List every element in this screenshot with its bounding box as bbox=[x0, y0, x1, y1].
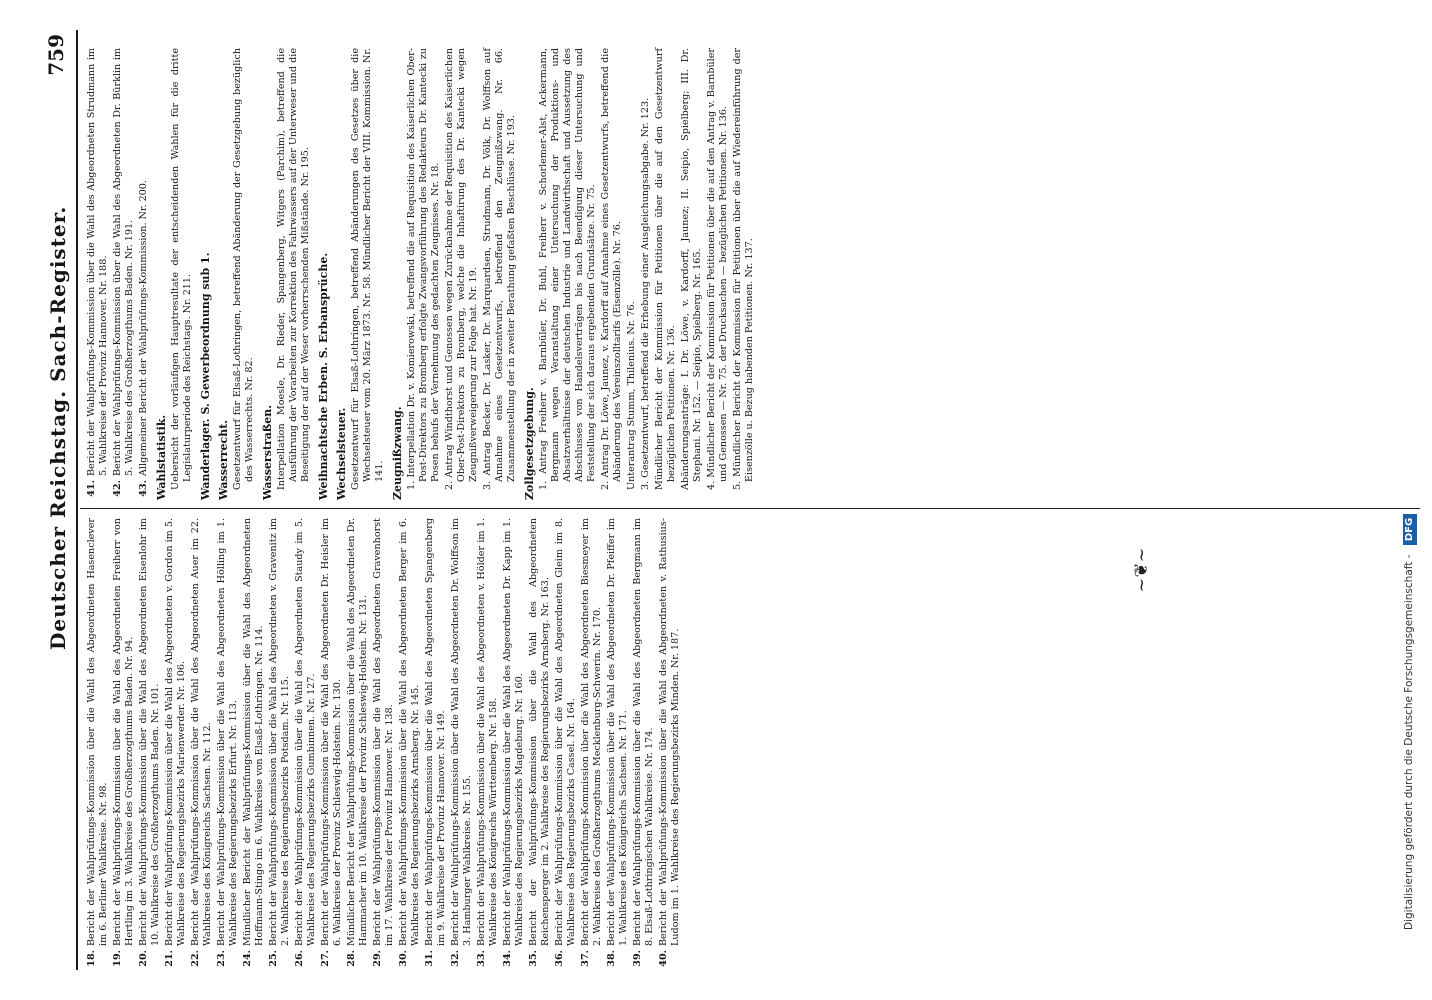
register-entry bbox=[476, 518, 500, 970]
ornament-flourish: ~❦~ bbox=[1131, 547, 1152, 593]
register-entry bbox=[424, 518, 448, 970]
register-entry bbox=[450, 518, 474, 970]
register-entry bbox=[216, 518, 240, 970]
entry-number: 33. bbox=[476, 950, 487, 967]
dfg-logo: DFG bbox=[1403, 514, 1417, 545]
entry-number: 20. bbox=[138, 950, 149, 967]
section-item: 3. Antrag Becker, Dr. Lasker, Dr. Marquardsen, Strudmann, Dr. Völk, Dr. Wolffson auf Annahme eines Gesetzentwurfs, betreffend den Zeugnißzwang. Nr. 66. Zusammenstellung der in zweiter Berathung gefaßten Beschlüsse. Nr. 193. bbox=[482, 48, 517, 490]
column-separator bbox=[80, 508, 1420, 509]
entry-text: Bericht der Wahlprüfungs-Kommission über die Wahl des Abgeordneten Eisenlohr im 10. Wahlkreise des Großherzogthums Baden. Nr. 101. bbox=[138, 518, 161, 946]
register-entry bbox=[112, 518, 136, 970]
entry-text: Bericht der Wahlprüfungs-Kommission über die Wahl des Abgeordneten Dr. Pfeiffer im 1. Wahlkreise des Königreichs Sachsen. Nr. 171. bbox=[606, 518, 629, 946]
page-title: Deutscher Reichstag. Sach-Register. bbox=[46, 205, 70, 650]
header-rule bbox=[76, 30, 78, 970]
register-entry bbox=[346, 518, 370, 970]
register-entry bbox=[372, 518, 396, 970]
register-entry bbox=[138, 48, 150, 500]
entry-number: 28. bbox=[346, 950, 357, 967]
section-item: Gesetzentwurf für Elsaß-Lothringen, betreffend Abänderungen des Gesetzes über die Wechselsteuer vom 20. März 1873. Nr. 58. Mündlicher Bericht der VIII. Kommission. Nr. 141. bbox=[350, 48, 385, 490]
section-item: Mündlicher Bericht der Kommission für Petitionen über die auf den Gesetzentwurf bezüglichen Petitionen. Nr. 136. bbox=[654, 48, 677, 490]
page-number: 759 bbox=[44, 34, 68, 76]
entry-number: 41. bbox=[86, 480, 97, 497]
register-entry bbox=[606, 518, 630, 970]
section-heading: Zollgesetzgebung. bbox=[523, 387, 536, 500]
entry-number: 31. bbox=[424, 950, 435, 967]
section-heading: Wechselsteuer. bbox=[335, 407, 348, 500]
section-heading: Weihnachtsche Erben. S. Erbansprüche. bbox=[317, 252, 330, 500]
section-heading: Wahlstatistik. bbox=[155, 414, 168, 500]
entry-text: Bericht der Wahlprüfungs-Kommission über die Wahl des Abgeordneten Gleim im 8. Wahlkreise des Regierungsbezirks Cassel. Nr. 164. bbox=[554, 518, 577, 946]
register-entry bbox=[528, 518, 552, 970]
entry-text: Bericht der Wahlprüfungs-Kommission über die Wahl des Abgeordneten Dr. Kapp im 1. Wahlkreise des Regierungsbezirks Magdeburg. Nr. 160. bbox=[502, 518, 525, 946]
section-item: Uebersicht der vorläufigen Hauptresultate der entscheidenden Wahlen für die dritte Legislaturperiode des Reichstags. Nr. 211. bbox=[170, 48, 193, 490]
entry-number: 24. bbox=[242, 950, 253, 967]
section-item: Unterantrag Stumm, Thilenius. Nr. 76. bbox=[626, 301, 637, 490]
section-heading: Wasserstraßen. bbox=[261, 404, 274, 500]
section-item: Abänderungsanträge: I. Dr. Löwe, v. Kardorff, Jaunez; II. Seipio, Spielberg; III. Dr. Stephani. Nr. 152. — Seipio, Spielberg. Nr. 165. bbox=[680, 48, 703, 490]
entry-number: 35. bbox=[528, 950, 539, 967]
entry-text: Bericht der Wahlprüfungs-Kommission über die Wahl des Abgeordneten Auer im 22. Wahlkreise des Königreichs Sachsen. Nr. 112. bbox=[190, 518, 213, 946]
entry-text: Bericht der Wahlprüfungs-Kommission über die Wahl des Abgeordneten Dr. Heisler im 6. Wahlkreise der Provinz Schleswig-Holstein. Nr. 130. bbox=[320, 518, 343, 946]
digitization-credit bbox=[1398, 30, 1420, 930]
entry-number: 39. bbox=[632, 950, 643, 967]
section-item: 2. Antrag Windthorst und Genossen wegen Zurücknahme der Requisition des Kaiserlichen Ober-Post-Direktors zu Bromberg, welche die Inhaftirung des Dr. Kantecki wegen Zeugnißverweigerung zur Folge hat. Nr. 19. bbox=[444, 48, 479, 490]
register-entry bbox=[320, 518, 344, 970]
register-entry bbox=[138, 518, 162, 970]
section-heading: Zeugnißzwang. bbox=[391, 406, 404, 500]
register-entry bbox=[268, 518, 292, 970]
register-entry bbox=[242, 518, 266, 970]
entry-text: Bericht der Wahlprüfungs-Kommission über die Wahl des Abgeordneten Staudy im 5. Wahlkreise des Regierungsbezirks Gumbinnen. Nr. 127. bbox=[294, 518, 317, 946]
entry-number: 32. bbox=[450, 950, 461, 967]
entry-number: 36. bbox=[554, 950, 565, 967]
rotated-page bbox=[40, 30, 1420, 970]
register-entry bbox=[112, 48, 136, 500]
register-entry bbox=[502, 518, 526, 970]
entry-number: 18. bbox=[86, 950, 97, 967]
entry-number: 40. bbox=[658, 950, 669, 967]
entry-text: Bericht der Wahlprüfungs-Kommission über die Wahl des Abgeordneten v. Gordon im 5. Wahlkreise des Regierungsbezirks Marienwerder. Nr. 106. bbox=[164, 518, 187, 946]
right-column bbox=[86, 48, 1420, 500]
register-entry bbox=[554, 518, 578, 970]
entry-text: Bericht der Wahlprüfungs-Kommission über die Wahl des Abgeordneten v. Rathusius-Ludom im 1. Wahlkreise des Regierungsbezirks Minden. Nr. 187. bbox=[658, 518, 681, 946]
entry-number: 26. bbox=[294, 950, 305, 967]
entry-text: Bericht der Wahlprüfungs-Kommission über die Wahl des Abgeordneten Hasenclever im 6. Berliner Wahlkreise. Nr. 98. bbox=[86, 518, 109, 946]
register-entry bbox=[398, 518, 422, 970]
register-entry bbox=[86, 48, 110, 500]
entry-text: Bericht der Wahlprüfungs-Kommission über die Wahl des Abgeordneten Hölling im 1. Wahlkreise des Regierungsbezirks Erfurt. Nr. 113. bbox=[216, 518, 239, 946]
credit-text: Digitalisierung gefördert durch die Deutsche Forschungsgemeinschaft - bbox=[1403, 554, 1415, 930]
entry-text: Bericht der Wahlprüfungs-Kommission über die Wahl des Abgeordneten Reichensperger im 2. Wahlkreise des Regierungsbezirks Arnsberg. Nr. 163. bbox=[528, 518, 551, 946]
entry-number: 19. bbox=[112, 950, 123, 967]
entry-text: Bericht der Wahlprüfungs-Kommission über die Wahl des Abgeordneten Dr. Bürklin im 5. Wahlkreise des Großherzogthums Baden. Nr. 191. bbox=[112, 48, 135, 476]
section-item: 4. Mündlicher Bericht der Kommission für Petitionen über die auf den Antrag v. Barnbüler und Genossen — Nr. 75. der Drucksachen — bezüglichen Petitionen. Nr. 136. bbox=[706, 48, 729, 490]
entry-text: Bericht der Wahlprüfungs-Kommission über die Wahl des Abgeordneten Strudmann im 5. Wahlkreise der Provinz Hannover. Nr. 188. bbox=[86, 48, 109, 476]
entry-number: 30. bbox=[398, 950, 409, 967]
register-entry bbox=[190, 518, 214, 970]
entry-number: 37. bbox=[580, 950, 591, 967]
entry-text: Allgemeiner Bericht der Wahlprüfungs-Kommission. Nr. 200. bbox=[138, 180, 149, 476]
entry-number: 29. bbox=[372, 950, 383, 967]
entry-number: 34. bbox=[502, 950, 513, 967]
section-heading: Wasserrecht. bbox=[217, 419, 230, 500]
entry-number: 27. bbox=[320, 950, 331, 967]
section-item: 5. Mündlicher Bericht der Kommission für Petitionen über die auf Wiedereinführung der Eisenzölle u. Bezug habenden Petitionen. Nr. 137. bbox=[732, 48, 755, 490]
entry-number: 21. bbox=[164, 950, 175, 967]
entry-text: Bericht der Wahlprüfungs-Kommission über die Wahl des Abgeordneten Gravenhorst im 17. Wahlkreise der Provinz Hannover. Nr. 138. bbox=[372, 518, 395, 946]
entry-text: Bericht der Wahlprüfungs-Kommission über die Wahl des Abgeordneten Bergmann im 8. Elsaß-Lothringischen Wahlkreise. Nr. 174. bbox=[632, 518, 655, 946]
left-column bbox=[86, 518, 1420, 970]
entry-text: Bericht der Wahlprüfungs-Kommission über die Wahl des Abgeordneten Dr. Wolffson im 3. Hamburger Wahlkreise. Nr. 155. bbox=[450, 518, 473, 946]
entry-text: Mündlicher Bericht der Wahlprüfungs-Kommission über die Wahl des Abgeordneten Dr. Hammacher im 10. Wahlkreise der Provinz Schleswig-Holstein. Nr. 131. bbox=[346, 518, 369, 946]
entry-text: Bericht der Wahlprüfungs-Kommission über die Wahl des Abgeordneten Spangenberg im 9. Wahlkreise der Provinz Hannover. Nr. 149. bbox=[424, 518, 447, 946]
register-entry bbox=[294, 518, 318, 970]
entry-text: Bericht der Wahlprüfungs-Kommission über die Wahl des Abgeordneten Berger im 6. Wahlkreise des Regierungsbezirks Arnsberg. Nr. 145. bbox=[398, 518, 421, 946]
register-entry bbox=[580, 518, 604, 970]
entry-text: Bericht der Wahlprüfungs-Kommission über die Wahl des Abgeordneten v. Gravenitz im 2. Wahlkreise des Regierungsbezirks Potsdam. Nr. 115. bbox=[268, 518, 291, 946]
entry-number: 25. bbox=[268, 950, 279, 967]
register-entry bbox=[632, 518, 656, 970]
register-entry bbox=[86, 518, 110, 970]
entry-number: 23. bbox=[216, 950, 227, 967]
entry-text: Mündlicher Bericht der Wahlprüfungs-Kommission über die Wahl des Abgeordneten Hoffmann-Stingo im 6. Wahlkreise von Elsaß-Lothringen. Nr. 114. bbox=[242, 518, 265, 946]
section-item: 2. Antrag Dr. Löwe, Jaunez, v. Kardorff auf Annahme eines Gesetzentwurfs, betreffend die Abänderung des Vereinszolltarifs (Eisenzölle). Nr. 76. bbox=[600, 48, 623, 490]
entry-number: 43. bbox=[138, 480, 149, 497]
section-item: Gesetzentwurf für Elsaß-Lothringen, betreffend Abänderung der Gesetzgebung bezüglich des Wasserrechts. Nr. 82. bbox=[232, 48, 255, 490]
entry-number: 38. bbox=[606, 950, 617, 967]
entry-number: 22. bbox=[190, 950, 201, 967]
section-item: Interpellation Moesle, Dr. Rieder, Spangenberg, Witgers (Parchim), betreffend die Ausführung der Vorarbeiten zur Korrektion des Fahrwassers auf der Unterweser und die Beseitigung der auf der Weser vorherrschenden Mißstände. Nr. 195. bbox=[276, 48, 311, 490]
register-entry bbox=[164, 518, 188, 970]
entry-number: 42. bbox=[112, 480, 123, 497]
entry-text: Bericht der Wahlprüfungs-Kommission über die Wahl des Abgeordneten Biesmeyer im 2. Wahlkreise des Großherzogthums Mecklenburg-Schwerin. Nr. 170. bbox=[580, 518, 603, 946]
register-entry bbox=[658, 518, 682, 970]
section-item: 3. Gesetzentwurf, betreffend die Erhebung einer Ausgleichungsabgabe. Nr. 123. bbox=[640, 97, 651, 490]
page-header bbox=[40, 30, 80, 970]
section-item: 1. Antrag Freiherr v. Barnbüler, Dr. Buhl, Freiherr v. Schorlemer-Alst, Ackermann, Bergmann wegen Veranstaltung einer Untersuchung der Produktions- und Absatzverhältnisse der deutschen Industrie und Landwirthschaft und Aussetzung des Abschlusses von Handelsverträgen bis nach Beendigung dieser Untersuchung und Feststellung der sich daraus ergebenden Grundsätze. Nr. 75. bbox=[538, 48, 597, 490]
entry-text: Bericht der Wahlprüfungs-Kommission über die Wahl des Abgeordneten v. Hölder im 1. Wahlkreise des Königreichs Württemberg. Nr. 158. bbox=[476, 518, 499, 946]
section-item: 1. Interpellation Dr. v. Komierowski, betreffend die auf Requisition des Kaiserlichen Ober-Post-Direktors zu Bromberg erfolgte Zwangsvorführung des Redakteurs Dr. Kantecki zu Posen behufs der Vernehmung des gedachten Zeugnisses. Nr. 18. bbox=[406, 48, 441, 490]
section-heading: Wanderlager. S. Gewerbeordnung sub 1. bbox=[199, 252, 212, 500]
entry-text: Bericht der Wahlprüfungs-Kommission über die Wahl des Abgeordneten Freiherr von Hertling im 3. Wahlkreise des Großherzogthums Baden. Nr. 94. bbox=[112, 518, 135, 946]
